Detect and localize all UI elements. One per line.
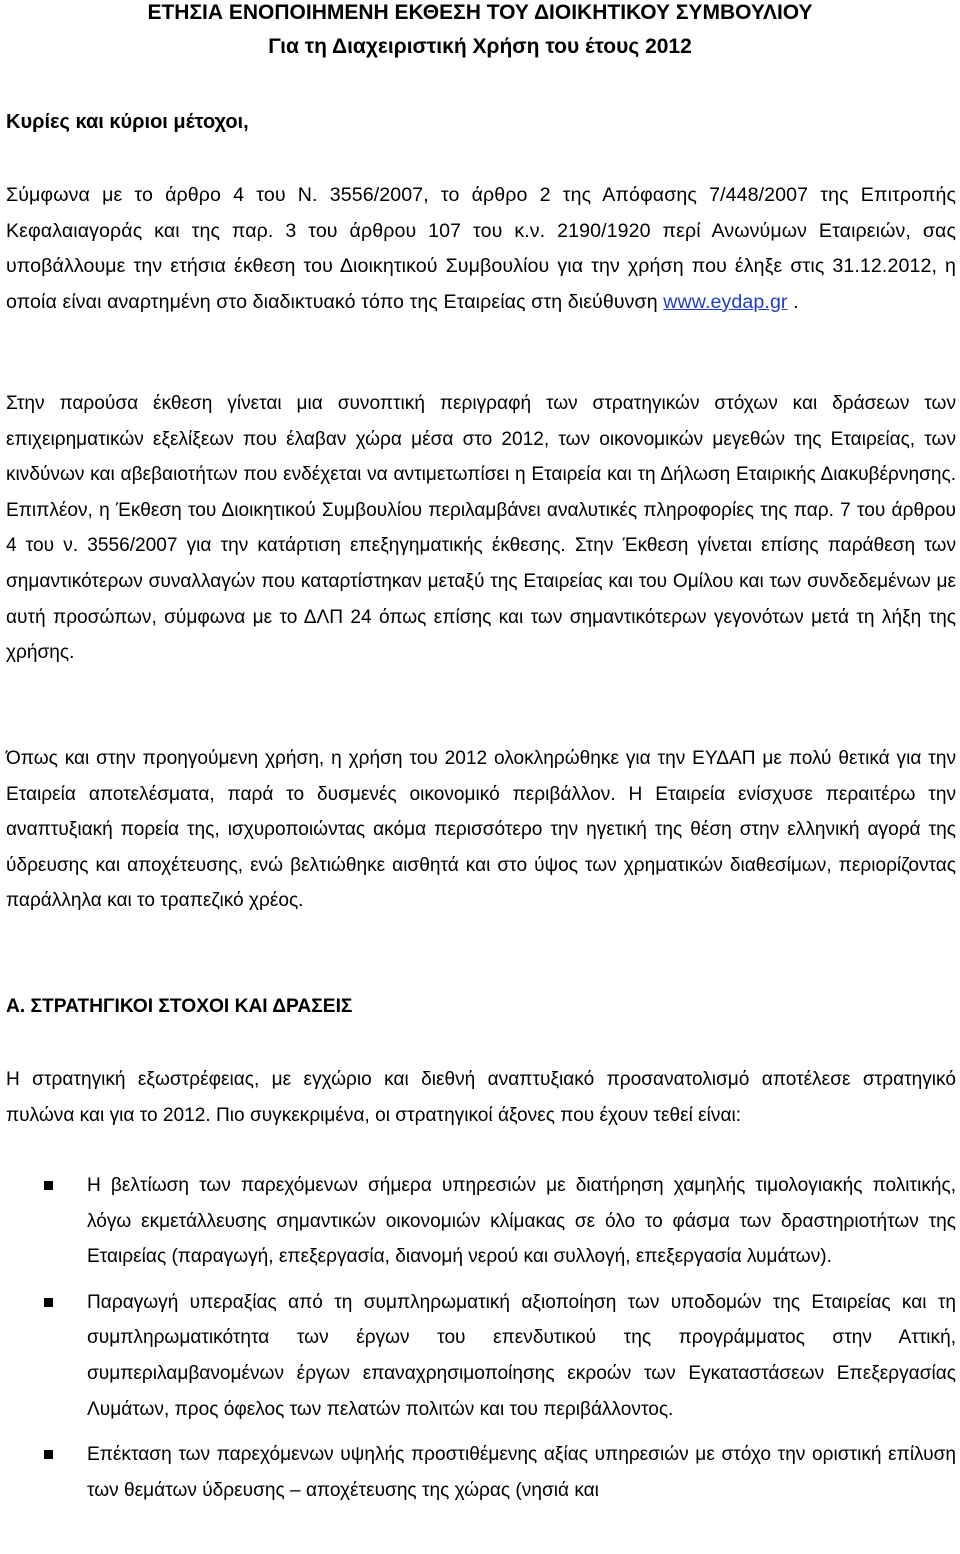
- company-website-link[interactable]: www.eydap.gr: [663, 290, 788, 313]
- paragraph-legal-basis-text: Σύμφωνα με το άρθρο 4 του Ν. 3556/2007, το άρθρο 2 της Απόφασης 7/448/2007 της Επιτροπής Κεφαλαιαγοράς και της παρ. 3 του άρθρου 107 του κ.ν. 2190/1920 περί Ανωνύμων Εταιρειών, σας υποβάλλουμε την ετήσια έκθεση του Διοικητικού Συμβουλίου για την χρήση που έληξε στις 31.12.2012, η οποία είναι αναρτημένη στο διαδικτυακό τόπο της Εταιρείας στη διεύθυνση: [6, 184, 956, 313]
- report-subtitle: Για τη Διαχειριστική Χρήση του έτους 2012: [268, 35, 692, 58]
- paragraph-strategy-intro: Η στρατηγική εξωστρέφειας, με εγχώριο και διεθνή αναπτυξιακό προσανατολισμό αποτέλεσε στρατηγικό πυλώνα και για το 2012. Πιο συγκεκριμένα, οι στρατηγικοί άξονες που έχουν τεθεί είναι:: [6, 1069, 956, 1126]
- paragraph-report-contents: Στην παρούσα έκθεση γίνεται μια συνοπτική περιγραφή των στρατηγικών στόχων και δράσεων των επιχειρηματικών εξελίξεων που έλαβαν χώρα μέσα στο 2012, των οικονομικών μεγεθών της Εταιρείας, των κινδύνων και αβεβαιοτήτων που ενδέχεται να αντιμετωπίσει η Εταιρεία και τη Δήλωση Εταιρικής Διακυβέρνησης. Επιπλέον, η Έκθεση του Διοικητικού Συμβουλίου περιλαμβάνει αναλυτικές πληροφορίες της παρ. 7 του άρθρου 4 του ν. 3556/2007 για την κατάρτιση επεξηγηματικής έκθεσης. Στην Έκθεση γίνεται επίσης παράθεση των σημαντικότερων συναλλαγών που καταρτίστηκαν μεταξύ της Εταιρείας και του Ομίλου και των συνδεδεμένων με αυτή προσώπων, σύμφωνα με το ΔΛΠ 24 όπως επίσης και των σημαντικότερων γεγονότων μετά τη λήξη της χρήσης.: [6, 393, 956, 664]
- list-item: [0, 1168, 956, 1275]
- list-item-text: Η βελτίωση των παρεχόμενων σήμερα υπηρεσιών με διατήρηση χαμηλής τιμολογιακής πολιτικής, λόγω εκμετάλλευσης σημαντικών οικονομιών κλίμακας σε όλο το φάσμα των δραστηριοτήτων της Εταιρείας (παραγωγή, επεξεργασία, διανομή νερού και συλλογή, επεξεργασία λυμάτων).: [87, 1175, 956, 1268]
- salutation: Κυρίες και κύριοι μέτοχοι,: [6, 111, 249, 133]
- square-bullet-icon: [44, 1181, 53, 1190]
- list-item: [0, 1285, 956, 1427]
- square-bullet-icon: [44, 1450, 53, 1459]
- list-item-text: Παραγωγή υπεραξίας από τη συμπληρωματική αξιοποίηση των υποδομών της Εταιρείας και τη συμπληρωματικότητα των έργων του επενδυτικού της προγράμματος στην Αττική, συμπεριλαμβανομένων έργων επαναχρησιμοποίησης εκροών των Εγκαταστάσεων Επεξεργασίας Λυμάτων, προς όφελος των πελατών πολιτών και του περιβάλλοντος.: [87, 1291, 956, 1420]
- report-title: ΕΤΗΣΙΑ ΕΝΟΠΟΙΗΜΕΝΗ ΕΚΘΕΣΗ ΤΟΥ ΔΙΟΙΚΗΤΙΚΟΥ ΣΥΜΒΟΥΛΙΟΥ: [147, 1, 813, 24]
- paragraph-results-summary: Όπως και στην προηγούμενη χρήση, η χρήση του 2012 ολοκληρώθηκε για την ΕΥΔΑΠ με πολύ θετικά για την Εταιρεία αποτελέσματα, παρά το δυσμενές οικονομικό περιβάλλον. Η Εταιρεία ενίσχυσε περαιτέρω την αναπτυξιακή πορεία της, ισχυροποιώντας ακόμα περισσότερο την ηγετική της θέση στην ελληνική αγορά της ύδρευσης και αποχέτευσης, ενώ βελτιώθηκε αισθητά και στο ύψος των χρηματικών διαθεσίμων, περιορίζοντας παράλληλα και το τραπεζικό χρέος.: [6, 748, 956, 912]
- strategic-axes-list: [0, 1168, 960, 1518]
- list-item-text: Επέκταση των παρεχόμενων υψηλής προστιθέμενης αξίας υπηρεσιών με στόχο την οριστική επίλυση των θεμάτων ύδρευσης – αποχέτευσης της χώρας (νησιά και: [87, 1444, 956, 1501]
- square-bullet-icon: [44, 1298, 53, 1307]
- list-item: [0, 1437, 956, 1508]
- paragraph-legal-basis: [6, 178, 956, 320]
- section-heading: Α. ΣΤΡΑΤΗΓΙΚΟΙ ΣΤΟΧΟΙ ΚΑΙ ΔΡΑΣΕΙΣ: [6, 996, 353, 1017]
- paragraph-legal-basis-end: .: [787, 290, 799, 313]
